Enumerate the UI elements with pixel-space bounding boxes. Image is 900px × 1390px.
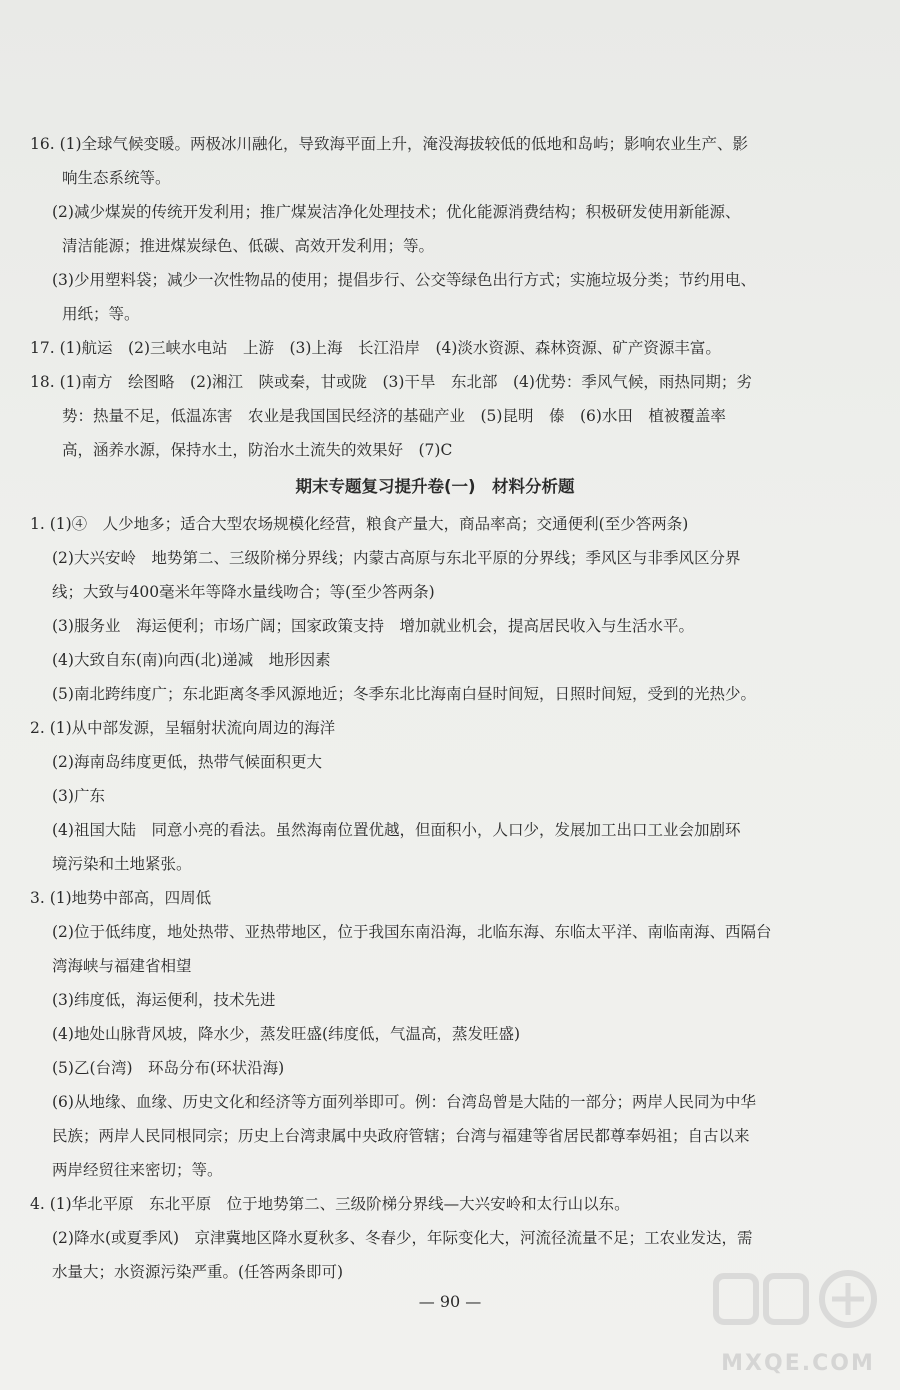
answer-line: 4. (1)华北平原 东北平原 位于地势第二、三级阶梯分界线—大兴安岭和太行山以东。	[30, 1195, 630, 1213]
answer-line: 16. (1)全球气候变暖。两极冰川融化，导致海平面上升，淹没海拔较低的低地和岛屿；影响农业生产、影	[30, 135, 749, 153]
answer-line: 1. (1)④ 人少地多；适合大型农场规模化经营，粮食产量大，商品率高；交通便利(至少答两条)	[30, 515, 689, 533]
watermark-text: MXQE.COM	[721, 1351, 875, 1376]
answer-line: (2)大兴安岭 地势第二、三级阶梯分界线；内蒙古高原与东北平原的分界线；季风区与非季风区分界	[52, 549, 741, 567]
answer-line: 3. (1)地势中部高，四周低	[30, 889, 212, 907]
section-title: 期末专题复习提升卷(一) 材料分析题	[295, 477, 575, 496]
answer-line: (4)祖国大陆 同意小亮的看法。虽然海南位置优越，但面积小，人口少，发展加工出口工业会加剧环	[52, 821, 741, 839]
answer-line: (5)乙(台湾) 环岛分布(环状沿海)	[52, 1059, 285, 1077]
answer-line: 17. (1)航运 (2)三峡水电站 上游 (3)上海 长江沿岸 (4)淡水资源、森林资源、矿产资源丰富。	[30, 339, 721, 357]
answer-line: 用纸；等。	[62, 305, 140, 323]
answer-line: 境污染和土地紧张。	[52, 855, 192, 873]
answer-line: (2)降水(或夏季风) 京津冀地区降水夏秋多、冬春少，年际变化大，河流径流量不足；工农业发达，需	[52, 1229, 753, 1247]
answer-line: (2)海南岛纬度更低，热带气候面积更大	[52, 753, 322, 771]
answer-line: (3)少用塑料袋；减少一次性物品的使用；提倡步行、公交等绿色出行方式；实施垃圾分类；节约用电、	[52, 271, 756, 289]
answer-line: (4)地处山脉背风坡，降水少，蒸发旺盛(纬度低，气温高，蒸发旺盛)	[52, 1025, 521, 1043]
answer-line: 势：热量不足，低温冻害 农业是我国国民经济的基础产业 (5)昆明 傣 (6)水田 植被覆盖率	[62, 407, 726, 425]
answer-line: (3)服务业 海运便利；市场广阔；国家政策支持 增加就业机会，提高居民收入与生活水平。	[52, 617, 694, 635]
answer-line: (5)南北跨纬度广；东北距离冬季风源地近；冬季东北比海南白昼时间短，日照时间短，受到的光热少。	[52, 685, 756, 703]
answer-line: 高，涵养水源，保持水土，防治水土流失的效果好 (7)C	[62, 441, 453, 459]
answer-line: 18. (1)南方 绘图略 (2)湘江 陕或秦，甘或陇 (3)干旱 东北部 (4)优势：季风气候，雨热同期；劣	[30, 373, 752, 391]
page-number: — 90 —	[418, 1292, 482, 1311]
answer-line: 民族；两岸人民同根同宗；历史上台湾隶属中央政府管辖；台湾与福建等省居民都尊奉妈祖；自古以来	[52, 1127, 750, 1145]
answer-content	[30, 127, 840, 1289]
answer-line: 清洁能源；推进煤炭绿色、低碳、高效开发利用；等。	[62, 237, 435, 255]
answer-line: 水量大；水资源污染严重。(任答两条即可)	[52, 1263, 344, 1281]
answer-line: (6)从地缘、血缘、历史文化和经济等方面列举即可。例：台湾岛曾是大陆的一部分；两岸人民同为中华	[52, 1093, 756, 1111]
answer-line: 2. (1)从中部发源，呈辐射状流向周边的海洋	[30, 719, 336, 737]
answer-line: 两岸经贸往来密切；等。	[52, 1161, 223, 1179]
watermark-logo	[708, 1262, 888, 1382]
answer-line: (2)位于低纬度，地处热带、亚热带地区，位于我国东南沿海，北临东海、东临太平洋、南临南海、西隔台	[52, 923, 772, 941]
answer-line: 响生态系统等。	[62, 169, 171, 187]
answer-line: (4)大致自东(南)向西(北)递减 地形因素	[52, 651, 331, 669]
answer-line: (2)减少煤炭的传统开发利用；推广煤炭洁净化处理技术；优化能源消费结构；积极研发使用新能源、	[52, 203, 741, 221]
answer-line: (3)纬度低，海运便利，技术先进	[52, 991, 276, 1009]
answer-line: 线；大致与400毫米年等降水量线吻合；等(至少答两条)	[52, 583, 435, 601]
answer-line: (3)广东	[52, 787, 105, 805]
answer-line: 湾海峡与福建省相望	[52, 957, 192, 975]
